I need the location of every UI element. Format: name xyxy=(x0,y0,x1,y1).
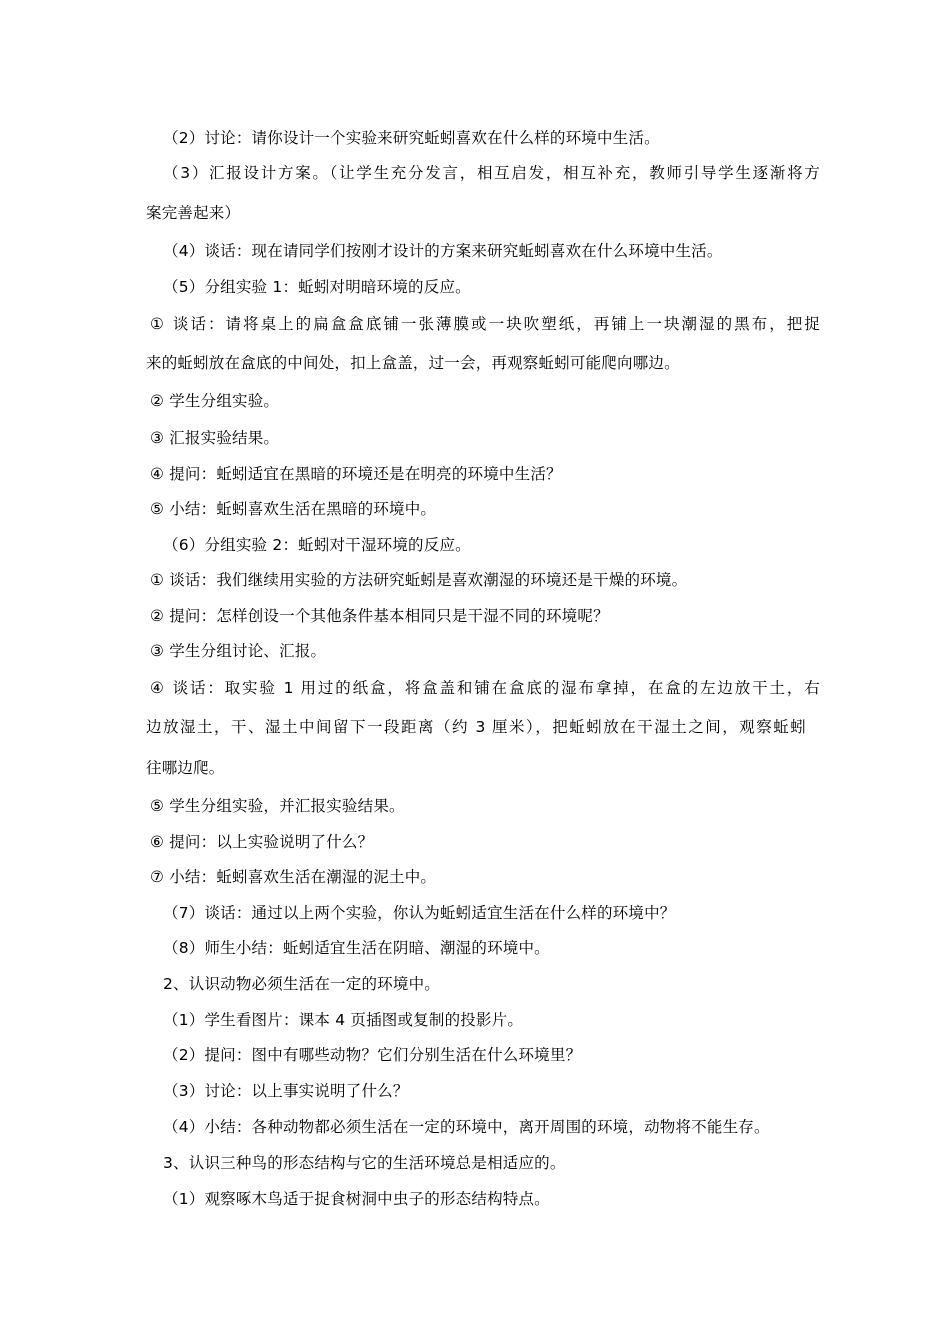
text-line: ⑤ 学生分组实验，并汇报实验结果。 xyxy=(150,797,405,815)
text-line: ⑥ 提问：以上实验说明了什么？ xyxy=(150,833,374,851)
text-line: 2、认识动物必须生活在一定的环境中。 xyxy=(163,975,440,993)
text-line: （4）小结：各种动物都必须生活在一定的环境中，离开周围的环境，动物将不能生存。 xyxy=(163,1118,770,1136)
text-line: （7）谈话：通过以上两个实验，你认为蚯蚓适宜生活在什么样的环境中？ xyxy=(163,904,676,922)
text-line: ③ 学生分组讨论、汇报。 xyxy=(150,642,327,660)
text-line: ① 谈话：我们继续用实验的方法研究蚯蚓是喜欢潮湿的环境还是干燥的环境。 xyxy=(150,571,688,589)
text-line: （2）讨论：请你设计一个实验来研究蚯蚓喜欢在什么样的环境中生活。 xyxy=(163,129,660,147)
text-line: 往哪边爬。 xyxy=(146,759,225,777)
text-line: （1）学生看图片：课本 4 页插图或复制的投影片。 xyxy=(163,1011,524,1029)
text-line: （4）谈话：现在请同学们按刚才设计的方案来研究蚯蚓喜欢在什么环境中生活。 xyxy=(163,242,723,260)
text-line: ⑤ 小结：蚯蚓喜欢生活在黑暗的环境中。 xyxy=(150,500,437,518)
text-line: ⑦ 小结：蚯蚓喜欢生活在潮湿的泥土中。 xyxy=(150,868,437,886)
text-line: ② 学生分组实验。 xyxy=(150,392,280,410)
text-line: （2）提问：图中有哪些动物？它们分别生活在什么环境里？ xyxy=(163,1046,582,1064)
text-line: （6）分组实验 2：蚯蚓对干湿环境的反应。 xyxy=(163,536,471,554)
text-line: 边放湿土，干、湿土中间留下一段距离（约 3 厘米），把蚯蚓放在干湿土之间，观察蚯蚓 xyxy=(146,718,806,736)
text-line: （3）汇报设计方案。（让学生充分发言，相互启发，相互补充，教师引导学生逐渐将方 xyxy=(163,164,820,182)
text-line: （8）师生小结：蚯蚓适宜生活在阴暗、潮湿的环境中。 xyxy=(163,939,550,957)
text-line: ④ 提问：蚯蚓适宜在黑暗的环境还是在明亮的环境中生活？ xyxy=(150,465,562,483)
text-line: ② 提问：怎样创设一个其他条件基本相同只是干湿不同的环境呢？ xyxy=(150,607,609,625)
text-line: ③ 汇报实验结果。 xyxy=(150,429,280,447)
text-line: ④ 谈话：取实验 1 用过的纸盒，将盒盖和铺在盒底的湿布拿掉，在盒的左边放干土，右 xyxy=(150,679,820,697)
text-line: ① 谈话：请将桌上的扁盒盒底铺一张薄膜或一块吹塑纸，再铺上一块潮湿的黑布，把捉 xyxy=(150,315,820,333)
text-line: 3、认识三种鸟的形态结构与它的生活环境总是相适应的。 xyxy=(163,1154,566,1172)
text-line: （3）讨论：以上事实说明了什么？ xyxy=(163,1082,409,1100)
text-line: （1）观察啄木鸟适于捉食树洞中虫子的形态结构特点。 xyxy=(163,1190,550,1208)
text-line: 案完善起来） xyxy=(146,204,241,222)
text-line: （5）分组实验 1：蚯蚓对明暗环境的反应。 xyxy=(163,278,471,296)
text-line: 来的蚯蚓放在盒底的中间处，扣上盒盖，过一会，再观察蚯蚓可能爬向哪边。 xyxy=(146,354,680,372)
